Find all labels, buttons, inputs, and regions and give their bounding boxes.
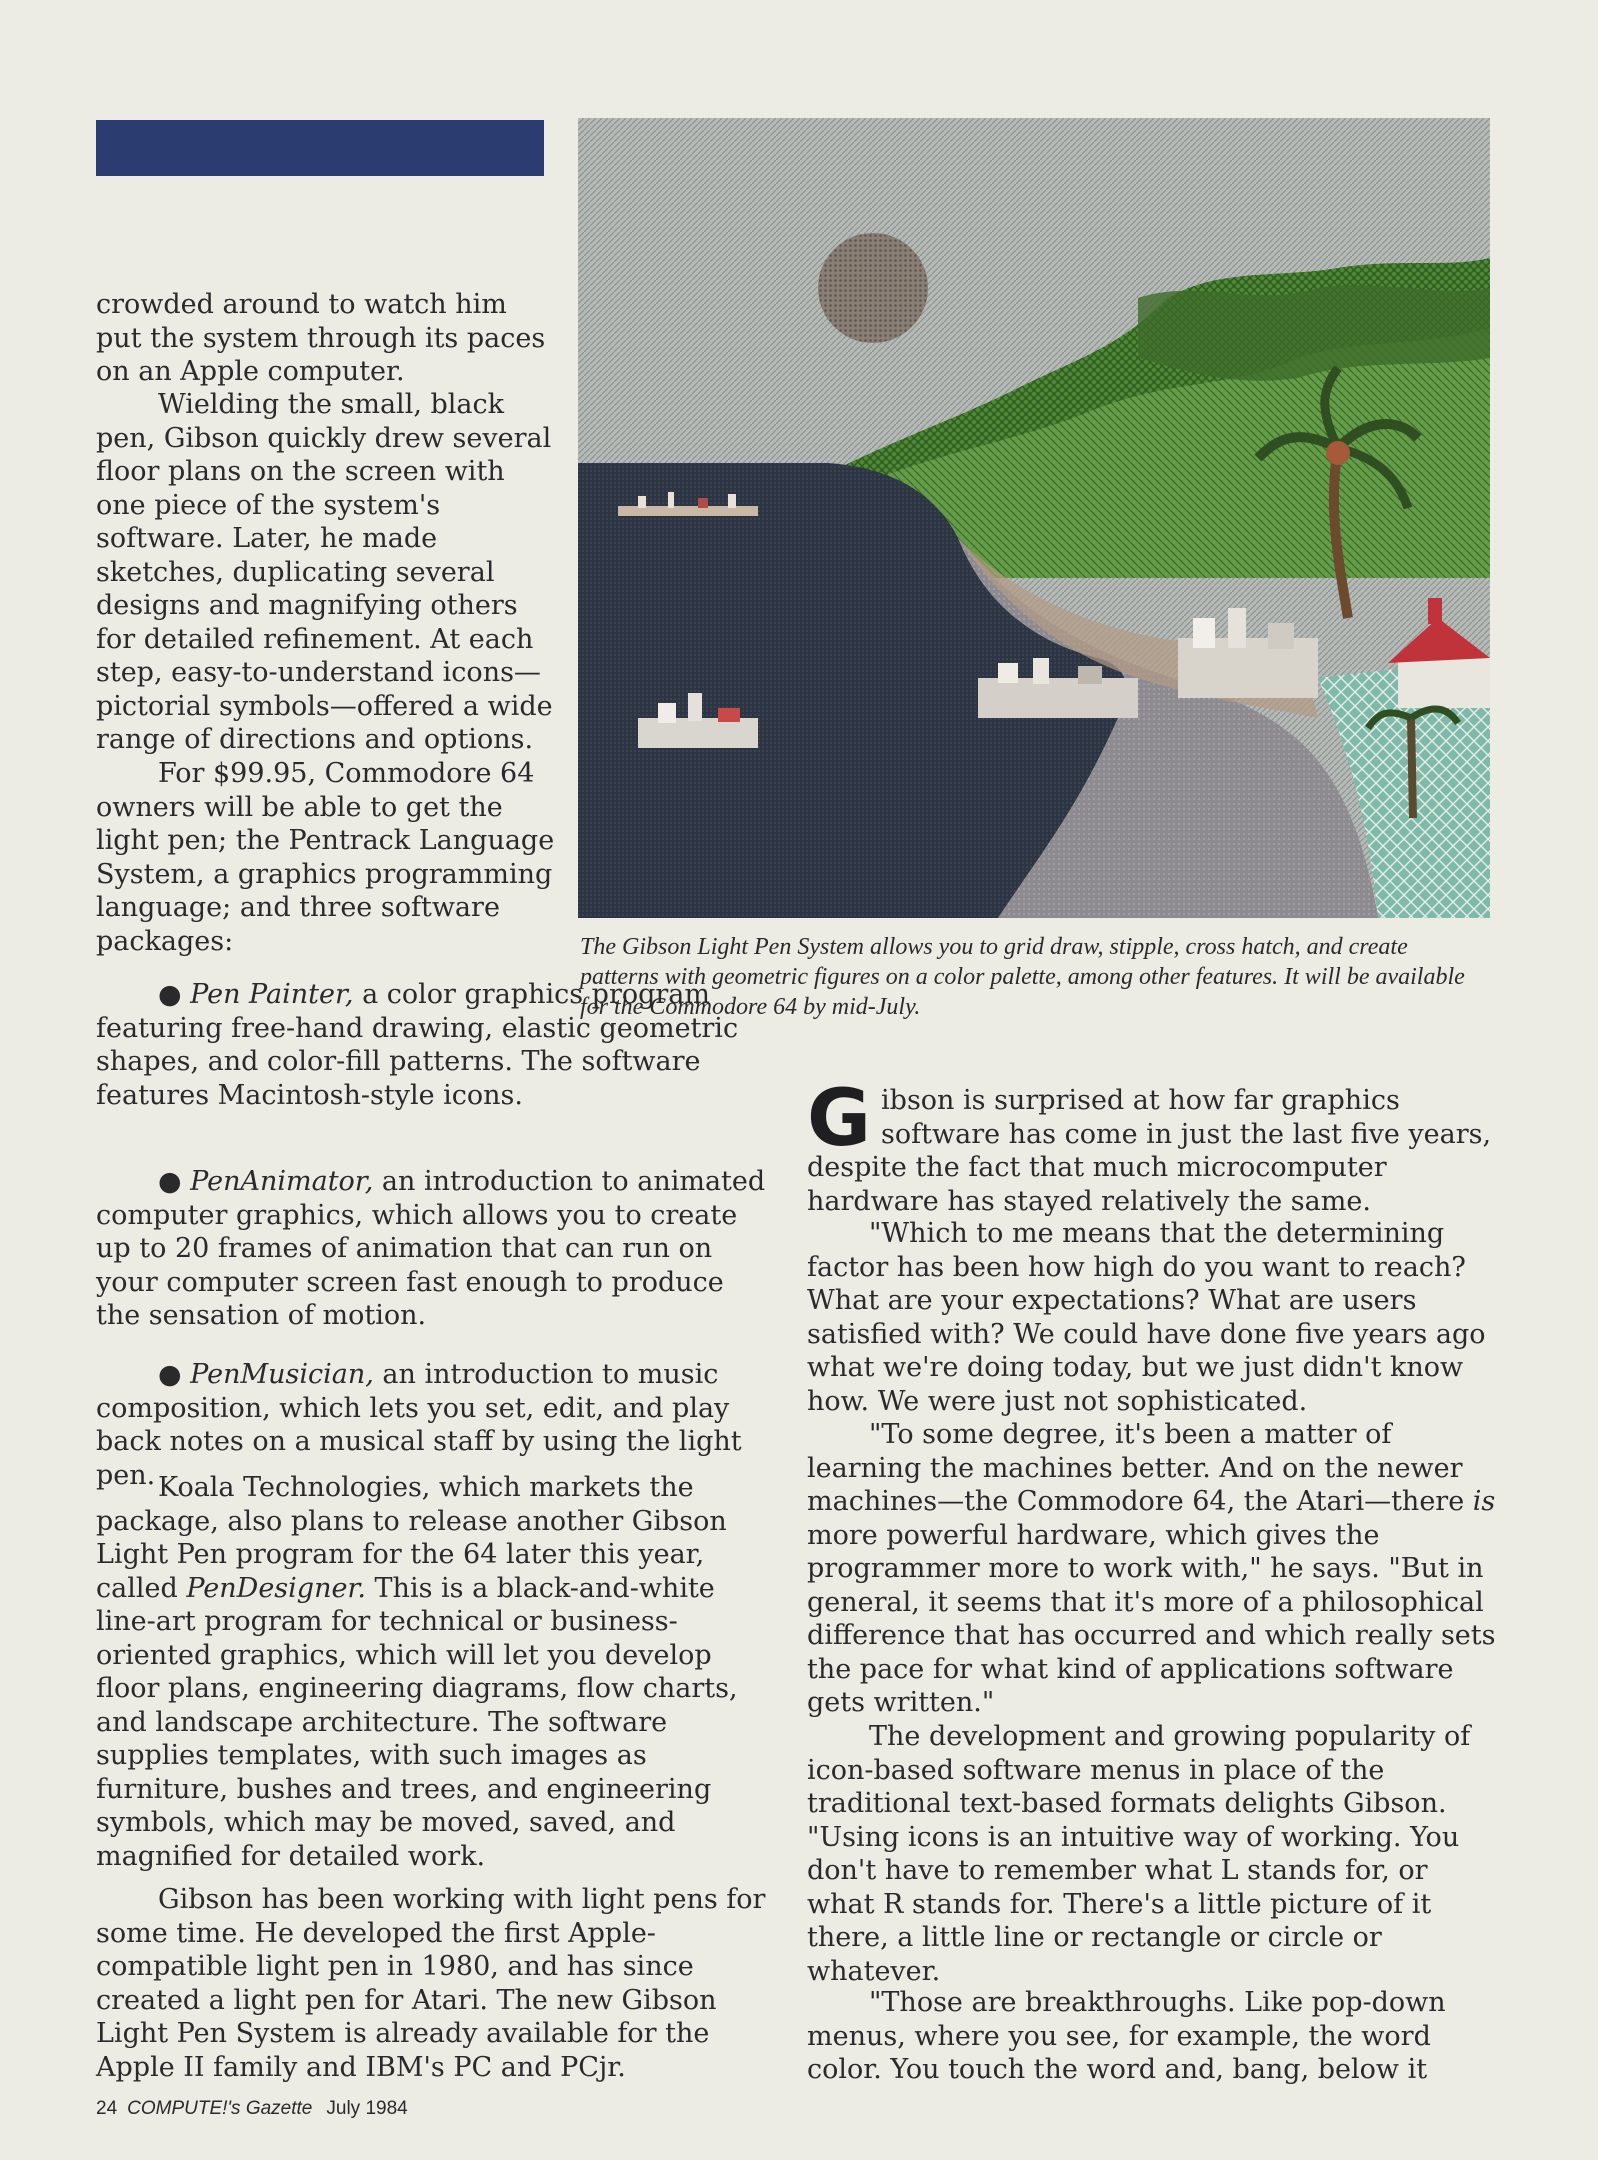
- light-pen-artwork: [578, 118, 1490, 918]
- article-paragraph: Gibson is surprised at how far graphics software has come in just the last five years, despite the fact that much microcomputer hardware has stayed relatively the same.: [807, 1074, 1492, 1217]
- article-paragraph: Gibson has been working with light pens for some time. He developed the first Apple-compatible light pen in 1980, and has since created a light pen for Atari. The new Gibson Light Pen System is already available for the Apple II family and IBM's PC and PCjr.: [96, 1884, 766, 2083]
- bullet-icon: ●: [158, 1359, 191, 1390]
- issue-date: July 1984: [326, 2098, 408, 2119]
- product-name: PenDesigner.: [186, 1572, 366, 1604]
- bullet-pen-animator: [96, 1165, 776, 1333]
- section-header-bar: [96, 120, 544, 176]
- page-footer: [96, 2098, 408, 2120]
- article-paragraph: "Those are breakthroughs. Like pop-down menus, where you see, for example, the word color. You touch the word and, bang, below it: [807, 1987, 1446, 2085]
- article-paragraph: crowded around to watch him put the system through its paces on an Apple computer.: [96, 289, 546, 387]
- article-paragraph: The development and growing popularity of icon-based software menus in place of the traditional text-based formats delights Gibson. "Using icons is an intuitive way of working. You don't have to remember what L stands for, or what R stands for. There's a little picture of it there, a little line or rectangle or circle or whatever.: [807, 1721, 1471, 1987]
- page-number: 24: [96, 2098, 118, 2119]
- moon: [818, 233, 928, 343]
- article-paragraph: "To some degree, it's been a matter of learning the machines better. And on the newer machines—the Commodore 64, the Atari—there is more powerful hardware, which gives the programmer more to work with," he says. "But in general, it seems that it's more of a philosophical difference that has occurred and which really sets the pace for what kind of applications software gets written.": [807, 1419, 1496, 1718]
- bullet-icon: ●: [158, 979, 191, 1010]
- drop-cap: G: [807, 1074, 872, 1164]
- bullet-text: an introduction to animated computer graphics, which allows you to create up to 20 frames of animation that can run on your computer screen fast enough to produce the sensation of motion.: [96, 1166, 766, 1331]
- magazine-name: COMPUTE!'s Gazette: [127, 2098, 313, 2119]
- bullet-icon: ●: [158, 1166, 191, 1197]
- product-name: Pen Painter,: [190, 979, 354, 1010]
- figure-caption: The Gibson Light Pen System allows you to grid draw, stipple, cross hatch, and create patterns with geometric figures on a color palette, among other features. It will be available for the Commodore 64 by mid-July.: [580, 934, 1465, 1020]
- landscape-illustration: [578, 118, 1490, 918]
- product-name: PenAnimator,: [190, 1166, 374, 1197]
- article-paragraph: Wielding the small, black pen, Gibson quickly drew several floor plans on the screen with one piece of the system's software. Later, he made sketches, duplicating several designs and magnifying others for detailed refinement. At each step, easy-to-understand icons—pictorial symbols—offered a wide range of directions and options.: [96, 389, 553, 755]
- article-paragraph: "Which to me means that the determining factor has been how high do you want to reach? What are your expectations? What are users satisfied with? We could have done five years ago what we're doing today, but we just didn't know how. We were just not sophisticated.: [807, 1218, 1486, 1417]
- bullet-text: a color graphics program featuring free-hand drawing, elastic geometric shapes, and color-fill patterns. The software features Macintosh-style icons.: [96, 979, 739, 1111]
- article-paragraph: Koala Technologies, which markets the package, also plans to release another Gibson Light Pen program for the 64 later this year, called PenDesigner. This is a black-and-white line-art program for technical or business-oriented graphics, which will let you develop floor plans, engineering diagrams, flow charts, and landscape architecture. The software supplies templates, with such images as furniture, bushes and trees, and engineering symbols, which may be moved, saved, and magnified for detailed work.: [96, 1472, 738, 1872]
- product-name: PenMusician,: [190, 1359, 374, 1390]
- bullet-pen-painter: [96, 978, 776, 1112]
- article-paragraph: For $99.95, Commodore 64 owners will be able to get the light pen; the Pentrack Language System, a graphics programming language; and three software packages:: [96, 758, 555, 957]
- bullet-text: an introduction to music composition, which lets you set, edit, and play back notes on a musical staff by using the light pen.: [96, 1359, 742, 1491]
